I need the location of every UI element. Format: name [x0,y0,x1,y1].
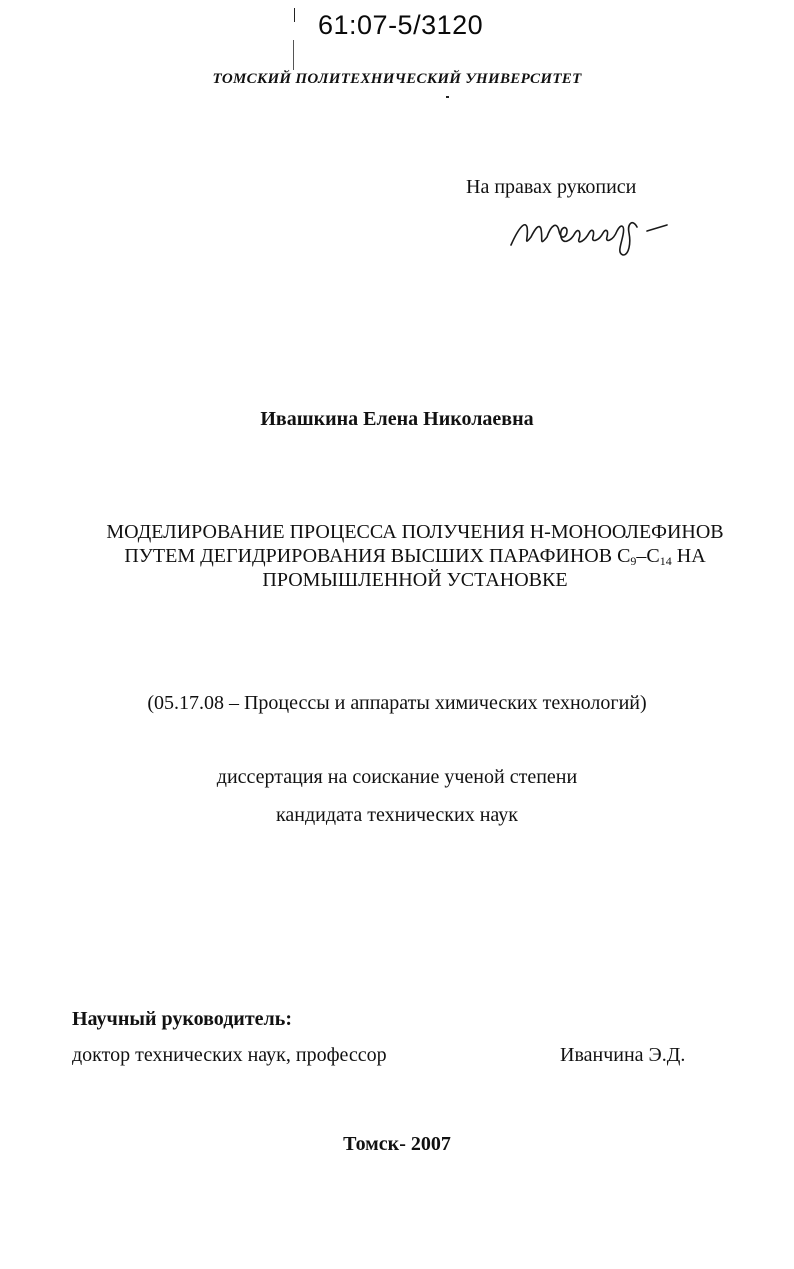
scan-mark-top [294,8,295,22]
supervisor-name: Иванчина Э.Д. [560,1044,686,1066]
title-line-2 [60,544,770,568]
title-line-2-start: ПУТЕМ ДЕГИДРИРОВАНИЯ ВЫСШИХ ПАРАФИНОВ С [124,545,631,567]
specialty-code: (05.17.08 – Процессы и аппараты химических технологий) [147,692,647,714]
title-subscript-9: 9 [630,554,637,568]
title-line-2-dash: –С [636,545,660,567]
supervisor-rank: доктор технических наук, профессор [72,1044,387,1066]
scan-dot [446,96,449,98]
university-name: ТОМСКИЙ ПОЛИТЕХНИЧЕСКИЙ УНИВЕРСИТЕТ [212,71,582,87]
title-line-3: ПРОМЫШЛЕННОЙ УСТАНОВКЕ [262,569,568,591]
degree-line-1: диссертация на соискание ученой степени [216,766,578,788]
rights-notice: На правах рукописи [466,176,637,198]
title-subscript-14: 14 [659,554,672,568]
supervisor-label: Научный руководитель: [72,1008,292,1030]
dissertation-title [60,520,770,592]
title-line-1: МОДЕЛИРОВАНИЕ ПРОЦЕССА ПОЛУЧЕНИЯ Н-МОНООЛЕФИНОВ [106,521,724,543]
scan-mark-bottom [293,40,294,70]
city-year: Томск- 2007 [343,1133,451,1155]
author-signature [505,207,675,262]
library-call-number: 61:07-5/3120 [318,10,484,40]
title-line-2-end: НА [671,545,706,567]
author-name: Ивашкина Елена Николаевна [260,408,534,430]
degree-line-2: кандидата технических наук [275,804,519,826]
